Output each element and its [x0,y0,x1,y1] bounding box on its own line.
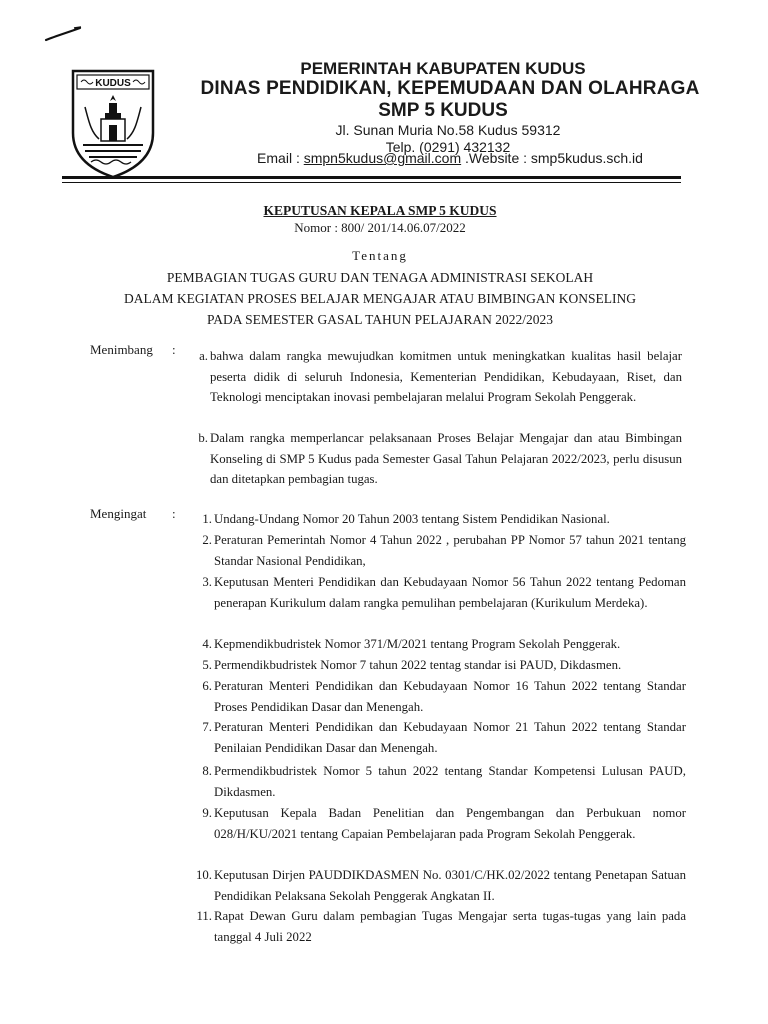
list-marker: 7. [202,720,212,734]
list-marker: 5. [202,658,212,672]
letterhead-rule-thick [62,176,681,179]
letterhead-rule-thin [62,182,681,183]
list-marker: 6. [202,679,212,693]
list-marker: 9. [202,806,212,820]
pen-mark [44,24,84,44]
decree-title: KEPUTUSAN KEPALA SMP 5 KUDUS [263,203,497,218]
government-name: PEMERINTAH KABUPATEN KUDUS [300,59,586,78]
list-marker: 3. [202,575,212,589]
mengingat-colon: : [172,506,176,521]
list-item-text: Undang-Undang Nomor 20 Tahun 2003 tentang Sistem Pendidikan Nasional. [214,512,610,526]
list-item-text: Keputusan Dirjen PAUDDIKDASMEN No. 0301/C/HK.02/2022 tentang Penetapan Satuan Pendidikan Pelaksana Sekolah Penggerak Angkatan II. [214,868,686,903]
mengingat-item [186,717,686,758]
list-item-text: Keputusan Kepala Badan Penelitian dan Pengembangan dan Perbukuan nomor 028/H/KU/2021 tentang Capaian Pembelajaran pada Program Sekolah Penggerak. [214,806,686,841]
mengingat-item [186,865,686,906]
menimbang-item [182,346,682,408]
decree-number: Nomor : 800/ 201/14.06.07/2022 [294,220,466,235]
svg-text:KUDUS: KUDUS [95,78,131,89]
contact-line [150,150,750,166]
menimbang-colon: : [172,342,176,357]
mengingat-item [186,906,686,947]
list-item-text: Kepmendikbudristek Nomor 371/M/2021 tentang Program Sekolah Penggerak. [214,637,621,651]
menimbang-item [182,428,682,490]
mengingat-item [186,761,686,802]
list-item-text: Rapat Dewan Guru dalam pembagian Tugas Mengajar serta tugas-tugas yang lain pada tanggal 4 Juli 2022 [214,909,686,944]
mengingat-item [186,509,686,530]
list-marker: 2. [202,533,212,547]
list-marker: 10. [196,868,212,882]
decree-subject-line: PEMBAGIAN TUGAS GURU DAN TENAGA ADMINISTRASI SEKOLAH [166,270,594,285]
email-label: Email : [257,150,304,166]
mengingat-item [186,676,686,717]
decree-about: Tentang [352,248,408,263]
mengingat-item [186,655,686,676]
list-marker: 4. [202,637,212,651]
kudus-regency-emblem [69,67,157,179]
list-marker: 11. [196,909,212,923]
list-marker: a. [199,349,208,363]
mengingat-item [186,803,686,844]
list-marker: 1. [202,512,212,526]
school-name: SMP 5 KUDUS [378,100,508,121]
agency-name: DINAS PENDIDIKAN, KEPEMUDAAN DAN OLAHRAGA [200,78,700,99]
mengingat-item [186,530,686,571]
website-text: .Website : smp5kudus.sch.id [461,150,643,166]
list-item-text: Peraturan Pemerintah Nomor 4 Tahun 2022 , perubahan PP Nomor 57 tahun 2021 tentang Standar Nasional Pendidikan, [214,533,686,568]
list-item-text: Permendikbudristek Nomor 5 tahun 2022 tentang Standar Kompetensi Lulusan PAUD, Dikdasmen. [214,764,686,799]
list-item-text: bahwa dalam rangka mewujudkan komitmen untuk meningkatkan kualitas hasil belajar peserta didik di seluruh Indonesia, Kementerian Pendidikan, Kebudayaan, Riset, dan Teknologi menciptakan inovasi pembelajaran melalui Program Sekolah Penggerak. [210,349,682,404]
list-marker: 8. [202,764,212,778]
list-item-text: Peraturan Menteri Pendidikan dan Kebudayaan Nomor 16 Tahun 2022 tentang Standar Proses Pendidikan Dasar dan Menengah. [214,679,686,714]
mengingat-item [186,572,686,613]
school-phone: Telp. (0291) 432132 [385,139,511,155]
list-item-text: Keputusan Menteri Pendidikan dan Kebudayaan Nomor 56 Tahun 2022 tentang Pedoman penerapan Kurikulum dalam rangka pemulihan pembelajaran (Kurikulum Merdeka). [214,575,686,610]
email-link[interactable]: smpn5kudus@gmail.com [303,150,462,166]
list-item-text: Peraturan Menteri Pendidikan dan Kebudayaan Nomor 21 Tahun 2022 tentang Standar Penilaian Pendidikan Dasar dan Menengah. [214,720,686,755]
list-item-text: Permendikbudristek Nomor 7 tahun 2022 tentag standar isi PAUD, Dikdasmen. [214,658,622,672]
decree-subject-line: DALAM KEGIATAN PROSES BELAJAR MENGAJAR ATAU BIMBINGAN KONSELING [124,291,636,306]
list-marker: b. [198,431,208,445]
mengingat-item [186,634,686,655]
school-address: Jl. Sunan Muria No.58 Kudus 59312 [335,122,561,138]
mengingat-label: Mengingat [90,506,147,521]
menimbang-label: Menimbang [90,342,153,357]
decree-subject-line: PADA SEMESTER GASAL TAHUN PELAJARAN 2022/2023 [206,312,554,327]
list-item-text: Dalam rangka memperlancar pelaksanaan Proses Belajar Mengajar dan atau Bimbingan Konseling di SMP 5 Kudus pada Semester Gasal Tahun Pelajaran 2022/2023, perlu disusun dan ditetapkan pembagian tugas. [210,431,682,486]
